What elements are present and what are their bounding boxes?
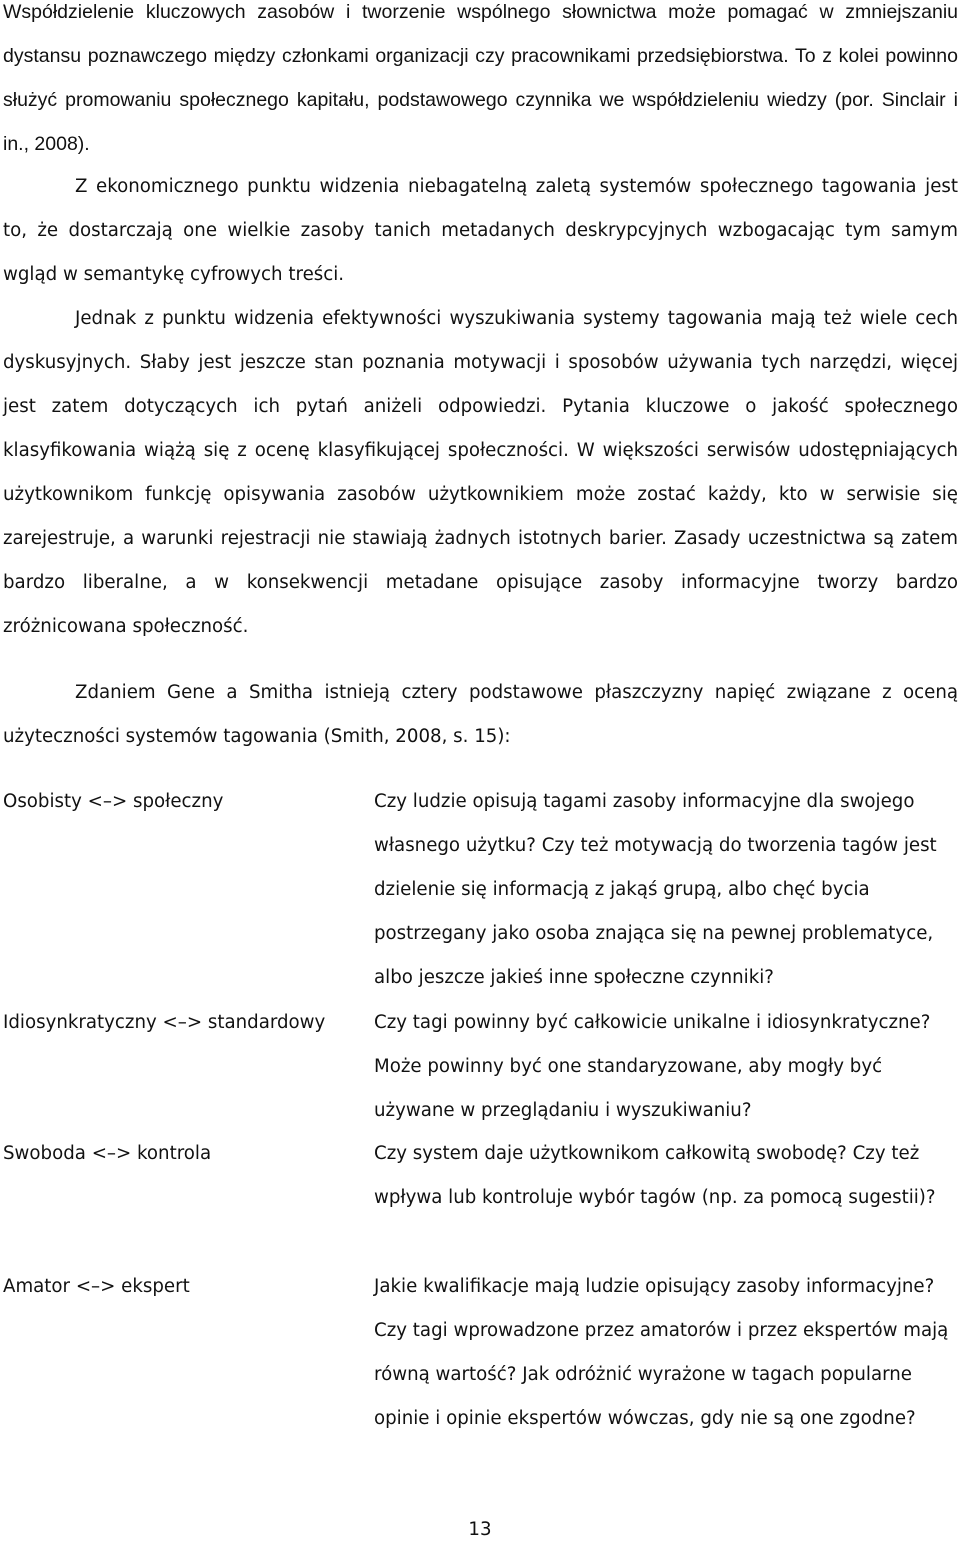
paragraph-smith-tensions: Zdaniem Gene a Smitha istnieją cztery podstawowe płaszczyzny napięć związane z oceną użyteczności systemów tagowania (Smith, 2008, s. 15): bbox=[3, 682, 958, 747]
tension-description: Jakie kwalifikacje mają ludzie opisujący zasoby informacyjne? Czy tagi wprowadzone przez amatorów i przez ekspertów mają równą wartość? Jak odróżnić wyrażone w tagach popularne opinie i opinie ekspertów wówczas, gdy nie są one zgodne? bbox=[374, 1276, 949, 1429]
paragraph-economic-advantage: Z ekonomicznego punktu widzenia niebagatelną zaletą systemów społecznego tagowania jest to, że dostarczają one wielkie zasoby tanich metadanych deskrypcyjnych wzbogacając tym samym wgląd w semantykę cyfrowych treści. bbox=[3, 176, 958, 285]
tension-description: Czy system daje użytkownikom całkowitą swobodę? Czy też wpływa lub kontroluje wybór tagów (np. za pomocą sugestii)? bbox=[374, 1143, 936, 1208]
paragraph-knowledge-sharing: Współdzielenie kluczowych zasobów i tworzenie wspólnego słownictwa może pomagać w zmniejszaniu dystansu poznawczego między członkami organizacji czy pracownikami przedsiębiorstwa. To z kolei powinno służyć promowaniu społecznego kapitału, podstawowego czynnika we współdzieleniu wiedzy (por. Sinclair i in., 2008). bbox=[3, 1, 958, 155]
tension-label: Idiosynkratyczny <–> standardowy bbox=[3, 1012, 326, 1033]
tension-description: Czy tagi powinny być całkowicie unikalne i idiosynkratyczne? Może powinny być one standaryzowane, aby mogły być używane w przeglądaniu i wyszukiwaniu? bbox=[374, 1012, 931, 1121]
tension-description: Czy ludzie opisują tagami zasoby informacyjne dla swojego własnego użytku? Czy też motywacją do tworzenia tagów jest dzielenie się informacją z jakąś grupą, albo chęć bycia postrzegany jako osoba znająca się na pewnej problematyce, albo jeszcze jakieś inne społeczne czynniki? bbox=[374, 791, 937, 988]
tension-label: Swoboda <–> kontrola bbox=[3, 1143, 212, 1164]
tension-label: Amator <–> ekspert bbox=[3, 1276, 190, 1297]
page-number: 13 bbox=[468, 1519, 492, 1540]
tension-label: Osobisty <–> społeczny bbox=[3, 791, 224, 812]
paragraph-search-efficiency: Jednak z punktu widzenia efektywności wyszukiwania systemy tagowania mają też wiele cech dyskusyjnych. Słaby jest jeszcze stan poznania motywacji i sposobów używania tych narzędzi, więcej jest zatem dotyczących ich pytań aniżeli odpowiedzi. Pytania kluczowe o jakość społecznego klasyfikowania wiążą się z ocenę klasyfikującej społeczności. W większości serwisów udostępniających użytkownikom funkcję opisywania zasobów użytkownikiem może zostać każdy, kto w serwisie się zarejestruje, a warunki rejestracji nie stawiają żadnych istotnych barier. Zasady uczestnictwa są zatem bardzo liberalne, a w konsekwencji metadane opisujące zasoby informacyjne tworzy bardzo zróżnicowana społeczność. bbox=[3, 308, 958, 637]
